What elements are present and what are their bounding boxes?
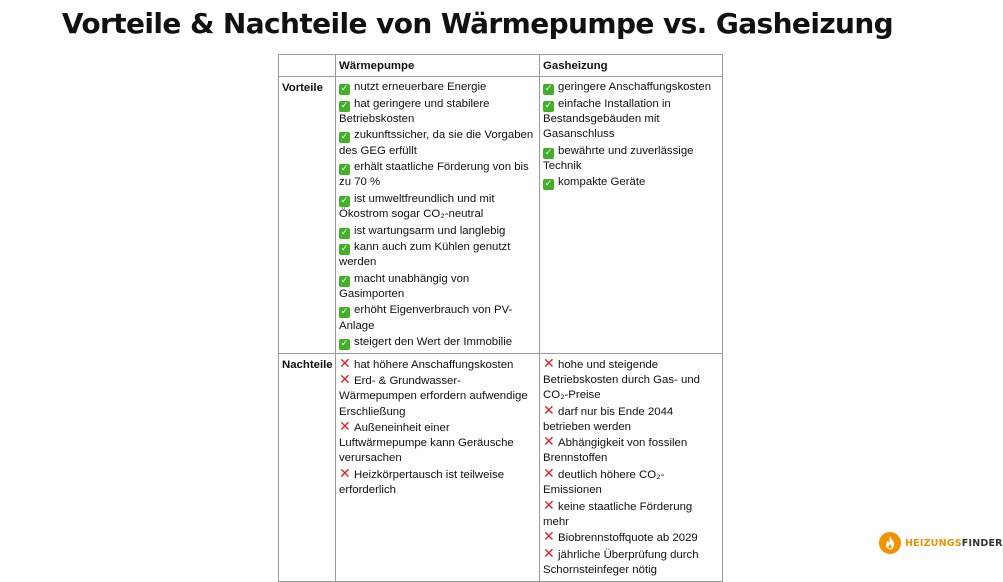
list-item-text: zukunftssicher, da sie die Vorgaben des GEG erfüllt: [339, 129, 534, 157]
list-item-text: darf nur bis Ende 2044 betrieben werden: [543, 405, 674, 433]
check-mark-icon: ✓: [544, 147, 553, 158]
table-header-row: [279, 55, 723, 77]
list-item-text: hohe und steigende Betriebskosten durch Gas- und CO₂-Preise: [543, 358, 701, 402]
check-mark-icon: ✓: [340, 307, 349, 318]
list-item: [339, 128, 536, 158]
list-item-text: macht unabhängig von Gasimporten: [339, 272, 470, 300]
comparison-table: [278, 54, 723, 582]
list-item: [543, 175, 719, 190]
list-item-text: hat höhere Anschaffungskosten: [354, 358, 514, 371]
check-mark-icon: ✓: [340, 132, 349, 143]
list-item: [339, 465, 536, 498]
header-gasheizung: Gasheizung: [540, 55, 723, 77]
table-row-nachteile: [279, 353, 723, 581]
header-empty-cell: [279, 55, 336, 77]
cell-nachteile-waermepumpe: [336, 353, 540, 581]
cell-vorteile-waermepumpe: [336, 77, 540, 353]
list-item: [339, 272, 536, 302]
list-item: [543, 355, 719, 404]
cell-vorteile-gasheizung: [540, 77, 723, 353]
list-item: [339, 421, 536, 467]
list-vorteile-waermepumpe: [339, 80, 536, 350]
list-item: [339, 80, 536, 95]
flame-icon: [879, 532, 901, 554]
check-mark-icon: ✓: [340, 195, 349, 206]
check-mark-icon: ✓: [340, 275, 349, 286]
cross-mark-icon: ✕: [543, 434, 555, 451]
check-mark-icon: ✓: [340, 164, 349, 175]
list-item: [339, 160, 536, 190]
flame-icon-graphic: [883, 535, 897, 551]
list-item: [339, 374, 536, 420]
list-item-text: jährliche Überprüfung durch Schornsteinfeger nötig: [543, 548, 699, 577]
check-mark-icon: ✓: [340, 339, 349, 350]
list-item: [543, 402, 719, 435]
page-title: Vorteile & Nachteile von Wärmepumpe vs. Gasheizung: [61, 7, 894, 40]
cross-mark-icon: ✕: [339, 372, 351, 389]
list-item-text: geringere Anschaffungskosten: [558, 81, 712, 94]
list-item-text: steigert den Wert der Immobilie: [354, 336, 513, 349]
list-item-text: nutzt erneuerbare Energie: [354, 81, 487, 94]
comparison-table-wrapper: [278, 54, 722, 577]
logo-text: [905, 538, 1003, 549]
list-item: [543, 531, 719, 546]
list-item: [339, 192, 536, 222]
list-item: [543, 97, 719, 143]
list-item: [339, 97, 536, 127]
cross-mark-icon: ✕: [339, 355, 351, 372]
list-item-text: ist wartungsarm und langlebig: [354, 224, 506, 237]
list-item: [543, 545, 719, 578]
list-item-text: bewährte und zuverlässige Technik: [543, 144, 694, 172]
check-mark-icon: ✓: [544, 84, 553, 95]
list-nachteile-gasheizung: [543, 355, 719, 579]
cross-mark-icon: ✕: [543, 465, 555, 482]
list-item-text: Biobrennstoffquote ab 2029: [558, 532, 698, 545]
cross-mark-icon: ✕: [543, 355, 555, 372]
list-item-text: Außeneinheit einer Luftwärmepumpe kann Geräusche verursachen: [339, 422, 514, 465]
cell-nachteile-gasheizung: [540, 353, 723, 581]
list-vorteile-gasheizung: [543, 80, 719, 190]
logo-text-main: FINDER: [961, 537, 1003, 549]
cross-mark-icon: ✕: [543, 529, 555, 546]
cross-mark-icon: ✕: [543, 497, 555, 514]
header-waermepumpe: Wärmepumpe: [336, 55, 540, 77]
check-mark-icon: ✓: [544, 100, 553, 111]
list-item: [339, 303, 536, 333]
list-item-text: einfache Installation in Bestandsgebäuden mit Gasanschluss: [543, 97, 671, 141]
list-item: [543, 497, 719, 530]
list-item: [339, 224, 536, 239]
list-item-text: ist umweltfreundlich und mit Ökostrom sogar CO₂-neutral: [339, 192, 495, 221]
list-item-text: Heizkörpertausch ist teilweise erforderlich: [339, 468, 505, 497]
list-item: [543, 80, 719, 95]
list-item: [543, 465, 719, 498]
list-item: [339, 240, 536, 270]
list-item-text: hat geringere und stabilere Betriebskosten: [339, 97, 490, 125]
list-nachteile-waermepumpe: [339, 355, 536, 499]
check-mark-icon: ✓: [340, 84, 349, 95]
list-item-text: kompakte Geräte: [558, 176, 646, 189]
list-item-text: deutlich höhere CO₂-Emissionen: [543, 468, 665, 497]
list-item-text: Erd- & Grundwasser-Wärmepumpen erfordern aufwendige Erschließung: [339, 375, 528, 418]
heizungsfinder-logo: [879, 531, 1003, 555]
cross-mark-icon: ✕: [339, 465, 351, 482]
list-item: [543, 144, 719, 174]
list-item: [339, 335, 536, 350]
logo-text-accent: HEIZUNGS: [905, 537, 962, 549]
check-mark-icon: ✓: [340, 244, 349, 255]
cross-mark-icon: ✕: [543, 402, 555, 419]
list-item: [543, 436, 719, 466]
list-item-text: erhöht Eigenverbrauch von PV-Anlage: [339, 304, 513, 332]
check-mark-icon: ✓: [340, 227, 349, 238]
list-item: [339, 355, 536, 373]
cross-mark-icon: ✕: [339, 419, 351, 436]
check-mark-icon: ✓: [544, 179, 553, 190]
cross-mark-icon: ✕: [543, 545, 555, 562]
list-item-text: erhält staatliche Förderung von bis zu 70 %: [339, 161, 529, 189]
check-mark-icon: ✓: [340, 100, 349, 111]
row-label-nachteile: Nachteile: [279, 353, 336, 581]
list-item-text: kann auch zum Kühlen genutzt werden: [339, 241, 511, 269]
list-item-text: Abhängigkeit von fossilen Brennstoffen: [543, 437, 688, 465]
list-item-text: keine staatliche Förderung mehr: [543, 500, 693, 528]
table-row-vorteile: [279, 77, 723, 353]
row-label-vorteile: Vorteile: [279, 77, 336, 353]
